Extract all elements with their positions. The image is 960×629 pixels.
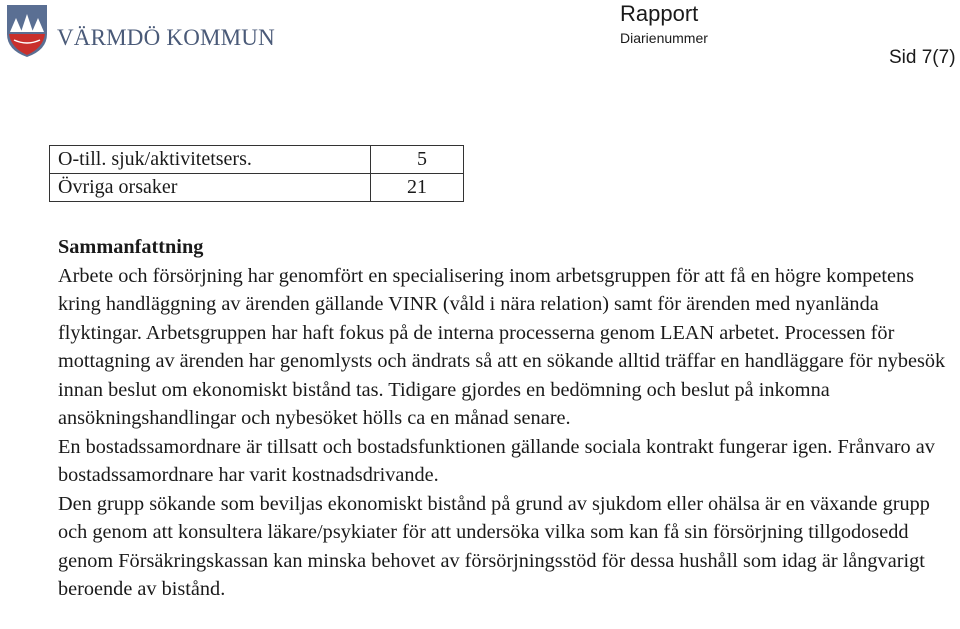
table-cell-label: Övriga orsaker	[50, 174, 371, 202]
summary-paragraph: En bostadssamordnare är tillsatt och bostadsfunktionen gällande sociala kontrakt fungerar igen. Frånvaro av bostadssamordnare har varit kostnadsdrivande.	[58, 435, 935, 486]
summary-paragraph: Den grupp sökande som beviljas ekonomiskt bistånd på grund av sjukdom eller ohälsa är en växande grupp och genom att konsultera läkare/psykiater för att undersöka vilka som kan få sin försörjning tillgodosedd genom Försäkringskassan kan minska behovet av försörjningsstöd för dessa hushåll som idag är långvarigt beroende av bistånd.	[58, 492, 930, 600]
diarienummer-label: Diarienummer	[620, 30, 708, 46]
municipality-logo	[6, 4, 275, 58]
page-number: Sid 7(7)	[889, 47, 956, 68]
causes-table	[49, 145, 464, 202]
table-cell-label: O-till. sjuk/aktivitetsers.	[50, 146, 371, 174]
table-cell-value: 5	[371, 146, 464, 174]
report-title: Rapport	[620, 1, 699, 26]
org-name: VÄRMDÖ KOMMUN	[57, 25, 275, 50]
table-row	[50, 146, 464, 174]
table-row	[50, 174, 464, 202]
summary-paragraph: Arbete och försörjning har genomfört en specialisering inom arbetsgruppen för att få en högre kompetens kring handläggning av ärenden gällande VINR (våld i nära relation) samt för ärenden med nyanlända flyktingar. Arbetsgruppen har haft fokus på de interna processerna genom LEAN arbetet. Processen för mottagning av ärenden har genomlysts och ändrats så att en sökande alltid träffar en handläggare för nybesök innan beslut om ekonomiskt bistånd tas. Tidigare gjordes en bedömning och beslut på inkomna ansökningshandlingar och nybesöket hölls ca en månad senare.	[58, 264, 946, 429]
summary-heading: Sammanfattning	[58, 236, 204, 258]
crest-icon	[6, 4, 48, 58]
table-cell-value: 21	[371, 174, 464, 202]
summary-section	[58, 233, 948, 604]
